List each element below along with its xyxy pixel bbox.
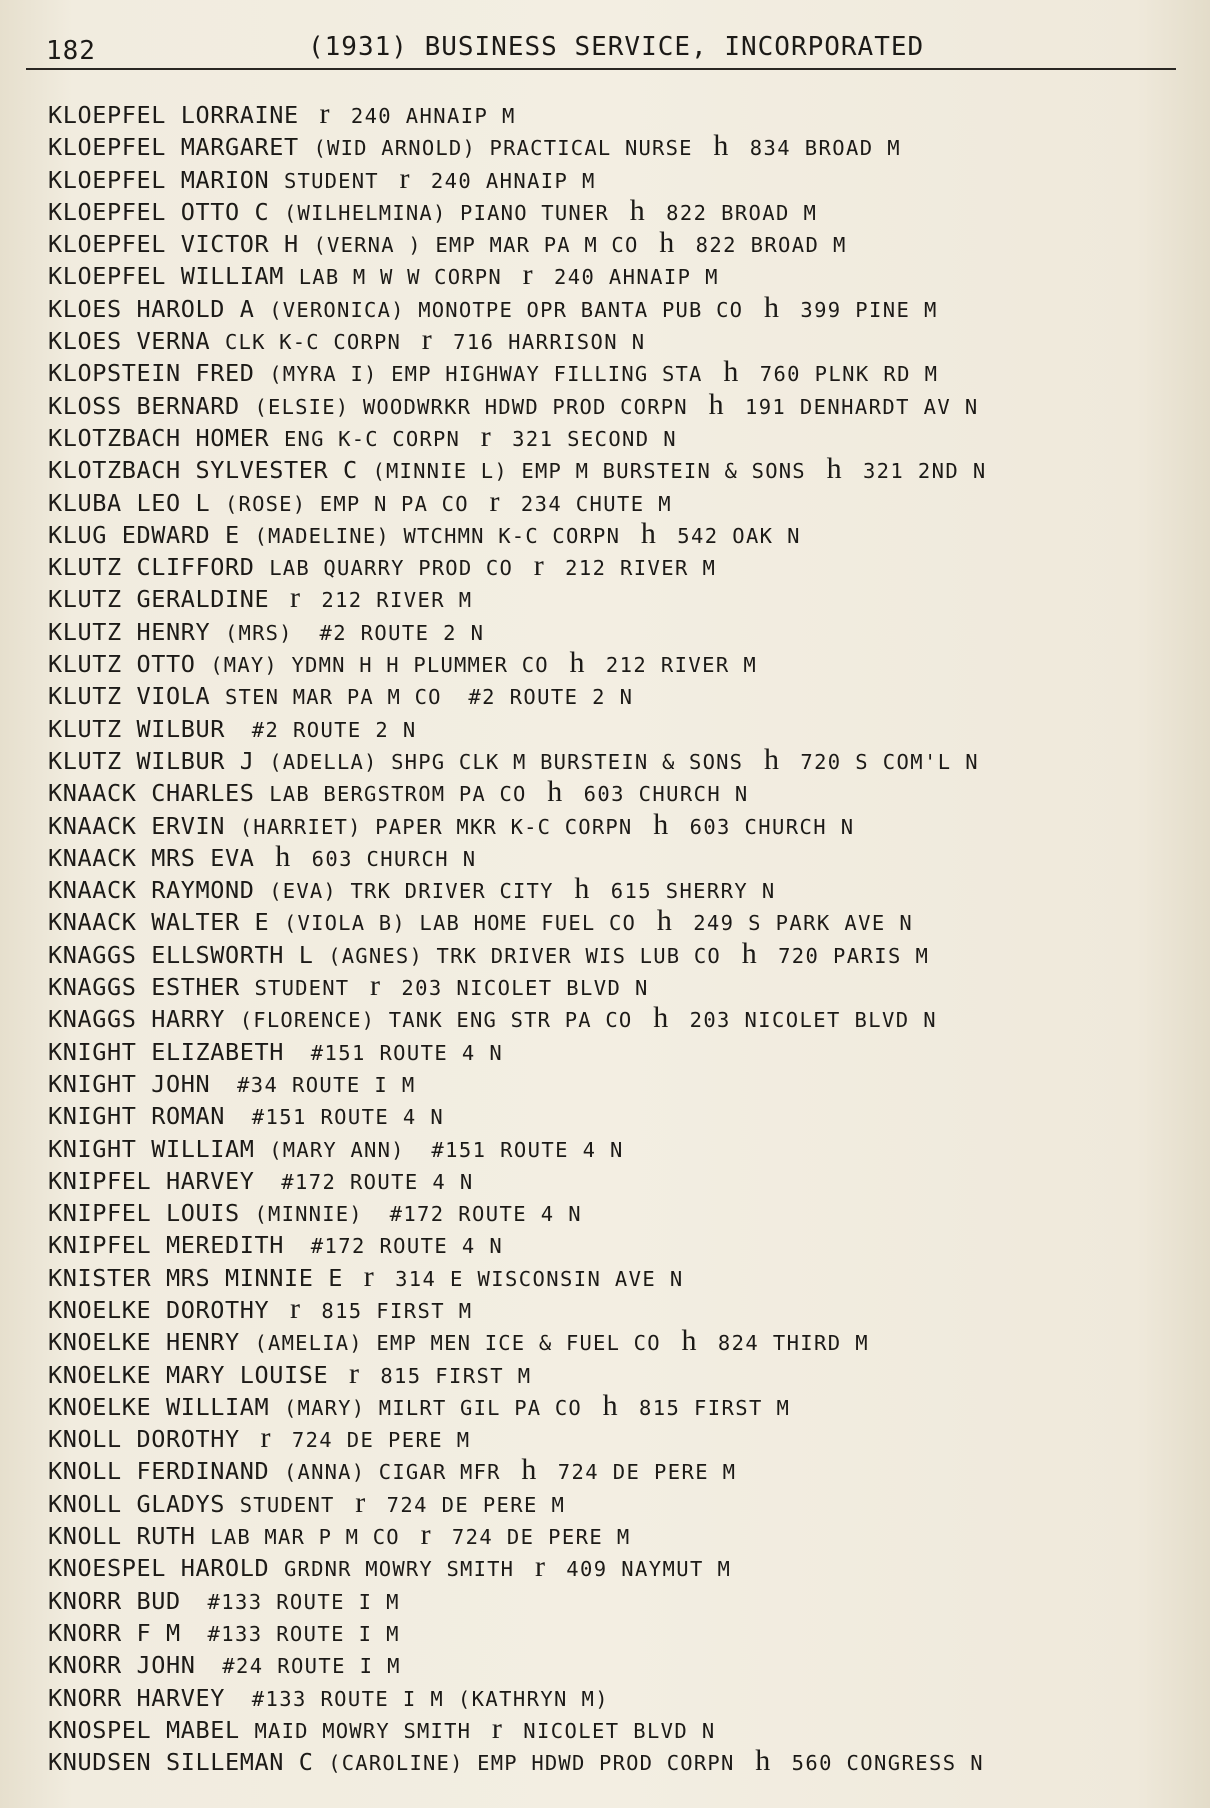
page-header xyxy=(46,28,1176,68)
entry-detail: (EVA) TRK DRIVER CITY xyxy=(269,879,554,904)
entry-address: 212 RIVER M xyxy=(565,556,717,581)
entry-name: KNORR HARVEY xyxy=(48,1683,225,1712)
residence-code: h xyxy=(755,1744,771,1778)
entry-name: KNOELKE HENRY xyxy=(48,1328,240,1357)
directory-entry xyxy=(48,324,1188,356)
residence-code: r xyxy=(370,969,381,1003)
entry-detail: (ADELLA) SHPG CLK M BURSTEIN & SONS xyxy=(269,749,744,774)
entry-address: #151 ROUTE 4 N xyxy=(310,1040,504,1065)
directory-entry xyxy=(48,1132,1188,1164)
entry-address: #133 ROUTE I M xyxy=(207,1621,400,1646)
residence-code: r xyxy=(533,549,545,583)
residence-code: h xyxy=(741,936,758,970)
residence-code: h xyxy=(574,872,590,906)
directory-entry xyxy=(48,1390,1188,1422)
entry-address: 560 CONGRESS N xyxy=(791,1751,984,1776)
residence-code: h xyxy=(713,129,730,163)
entry-detail: STUDENT xyxy=(254,976,350,1001)
directory-entry xyxy=(48,1551,1188,1583)
entry-name: KNORR F M xyxy=(48,1618,181,1647)
entry-address: #172 ROUTE 4 N xyxy=(281,1169,474,1194)
residence-code: r xyxy=(289,581,301,615)
directory-entry xyxy=(48,98,1188,130)
residence-code: r xyxy=(534,1550,546,1584)
residence-code: r xyxy=(348,1356,360,1390)
entry-detail: (MINNIE L) EMP M BURSTEIN & SONS xyxy=(372,459,806,484)
residence-code: h xyxy=(656,904,673,938)
entry-name: KNAACK MRS EVA xyxy=(48,843,255,872)
entry-address: #24 ROUTE I M xyxy=(222,1654,401,1679)
directory-entry xyxy=(48,809,1188,841)
entry-name: KNIPFEL LOUIS xyxy=(48,1199,240,1228)
entry-name: KNOELKE MARY LOUISE xyxy=(48,1360,329,1389)
entry-detail: STUDENT xyxy=(239,1492,335,1517)
entry-address: NICOLET BLVD N xyxy=(523,1718,716,1743)
directory-entry xyxy=(48,905,1188,937)
entry-detail: (WID ARNOLD) PRACTICAL NURSE xyxy=(313,136,693,161)
directory-entry xyxy=(48,1035,1188,1067)
entry-name: KLOES VERNA xyxy=(48,327,211,356)
entry-address: 724 DE PERE M xyxy=(557,1460,737,1485)
entry-name: KNOESPEL HAROLD xyxy=(48,1554,270,1583)
directory-entry xyxy=(48,292,1188,324)
directory-entry xyxy=(48,486,1188,518)
residence-code: h xyxy=(653,1001,669,1035)
residence-code: r xyxy=(522,258,534,292)
entry-address: 321 2ND N xyxy=(862,459,987,484)
entry-address: 212 RIVER M xyxy=(605,653,758,678)
entry-name: KLUTZ WILBUR J xyxy=(48,746,255,775)
header-rule xyxy=(26,68,1176,70)
entry-name: KNOLL GLADYS xyxy=(48,1489,225,1518)
entry-name: KLOEPFEL MARGARET xyxy=(48,133,299,162)
entry-address: 834 BROAD M xyxy=(749,136,901,161)
directory-entry xyxy=(48,1519,1188,1551)
directory-list xyxy=(48,98,1188,1777)
residence-code: r xyxy=(420,1518,432,1552)
residence-code: h xyxy=(521,1453,538,1487)
entry-name: KNAGGS HARRY xyxy=(48,1005,225,1034)
residence-code: r xyxy=(421,323,433,357)
entry-name: KNOELKE WILLIAM xyxy=(48,1392,270,1421)
directory-entry xyxy=(48,1454,1188,1486)
entry-name: KNOELKE DOROTHY xyxy=(48,1295,270,1324)
residence-code: h xyxy=(547,775,563,809)
entry-address: #172 ROUTE 4 N xyxy=(310,1234,504,1259)
entry-address: 760 PLNK RD M xyxy=(759,362,939,387)
directory-entry xyxy=(48,356,1188,388)
entry-address: #2 ROUTE 2 N xyxy=(251,717,417,742)
entry-address: 249 S PARK AVE N xyxy=(693,911,914,936)
residence-code: h xyxy=(659,226,675,260)
entry-address: 724 DE PERE M xyxy=(386,1492,566,1517)
directory-entry xyxy=(48,712,1188,744)
entry-name: KNAACK CHARLES xyxy=(48,779,255,808)
entry-name: KNIGHT WILLIAM xyxy=(48,1134,255,1163)
entry-name: KLOES HAROLD A xyxy=(48,294,255,323)
entry-name: KNAACK RAYMOND xyxy=(48,876,255,905)
entry-address: 240 AHNAIP M xyxy=(350,104,516,128)
entry-detail: (FLORENCE) TANK ENG STR PA CO xyxy=(239,1008,633,1033)
entry-detail: (AGNES) TRK DRIVER WIS LUB CO xyxy=(328,943,721,968)
entry-address: 399 PINE M xyxy=(800,297,938,322)
entry-name: KLUTZ WILBUR xyxy=(48,714,225,743)
entry-name: KLUTZ GERALDINE xyxy=(48,585,270,614)
residence-code: h xyxy=(763,290,780,324)
directory-entry xyxy=(48,163,1188,195)
entry-address: 542 OAK N xyxy=(677,523,801,548)
directory-entry xyxy=(48,679,1188,711)
residence-code: h xyxy=(569,646,586,680)
directory-entry xyxy=(48,453,1188,485)
directory-entry xyxy=(48,1681,1188,1713)
entry-name: KNIGHT ELIZABETH xyxy=(48,1037,284,1066)
entry-address: 212 RIVER M xyxy=(321,588,473,613)
entry-detail: (CAROLINE) EMP HDWD PROD CORPN xyxy=(328,1751,735,1776)
entry-address: 409 NAYMUT M xyxy=(566,1557,732,1582)
entry-name: KLUTZ VIOLA xyxy=(48,682,211,711)
entry-name: KNIPFEL HARVEY xyxy=(48,1166,255,1195)
entry-name: KLUBA LEO L xyxy=(48,488,211,517)
entry-name: KNIGHT ROMAN xyxy=(48,1102,225,1131)
entry-address: #172 ROUTE 4 N xyxy=(389,1202,582,1227)
directory-entry xyxy=(48,873,1188,905)
directory-entry xyxy=(48,1002,1188,1034)
residence-code: r xyxy=(289,1291,301,1325)
entry-address: 720 S COM'L N xyxy=(800,749,979,774)
entry-name: KNORR BUD xyxy=(48,1586,181,1615)
directory-entry xyxy=(48,1228,1188,1260)
entry-name: KLOPSTEIN FRED xyxy=(48,359,255,388)
entry-name: KLOEPFEL MARION xyxy=(48,165,270,194)
directory-entry xyxy=(48,227,1188,259)
entry-detail: STEN MAR PA M CO xyxy=(224,685,442,710)
entry-address: 815 FIRST M xyxy=(639,1395,791,1420)
directory-entry xyxy=(48,1293,1188,1325)
directory-entry xyxy=(48,938,1188,970)
entry-detail: (VERONICA) MONOTPE OPR BANTA PUB CO xyxy=(269,297,744,322)
entry-address: 240 AHNAIP M xyxy=(430,168,596,193)
entry-detail: LAB M W W CORPN xyxy=(298,265,502,290)
entry-name: KLUTZ HENRY xyxy=(48,617,211,646)
entry-name: KLOEPFEL LORRAINE xyxy=(48,101,299,129)
entry-detail: (VERNA ) EMP MAR PA M CO xyxy=(313,233,639,258)
entry-name: KNOLL DOROTHY xyxy=(48,1425,240,1454)
directory-entry xyxy=(48,1099,1188,1131)
entry-detail: GRDNR MOWRY SMITH xyxy=(283,1557,515,1582)
entry-name: KLOTZBACH SYLVESTER C xyxy=(48,456,358,485)
residence-code: h xyxy=(826,452,843,486)
entry-detail: MAID MOWRY SMITH xyxy=(254,1718,472,1743)
directory-entry xyxy=(48,1745,1188,1777)
entry-detail: (WILHELMINA) PIANO TUNER xyxy=(283,200,609,225)
entry-detail: (MRS) xyxy=(224,620,293,645)
entry-name: KNAACK ERVIN xyxy=(48,811,225,840)
entry-address: 603 CHURCH N xyxy=(311,846,477,871)
entry-name: KNIPFEL MEREDITH xyxy=(48,1231,284,1260)
page-number: 182 xyxy=(46,36,96,66)
entry-detail: (AMELIA) EMP MEN ICE & FUEL CO xyxy=(254,1331,661,1356)
entry-address: 615 SHERRY N xyxy=(610,879,776,904)
directory-entry xyxy=(48,1067,1188,1099)
directory-entry xyxy=(48,1422,1188,1454)
directory-entry xyxy=(48,130,1188,162)
residence-code: h xyxy=(763,742,780,776)
entry-detail: (ROSE) EMP N PA CO xyxy=(224,491,469,516)
directory-entry xyxy=(48,518,1188,550)
entry-address: #133 ROUTE I M (KATHRYN M) xyxy=(251,1686,610,1711)
directory-entry xyxy=(48,841,1188,873)
residence-code: r xyxy=(491,1711,503,1745)
entry-name: KNAGGS ELLSWORTH L xyxy=(48,940,314,969)
entry-address: 203 NICOLET BLVD N xyxy=(401,976,649,1001)
residence-code: h xyxy=(723,355,739,389)
entry-name: KNISTER MRS MINNIE E xyxy=(48,1263,343,1292)
residence-code: h xyxy=(708,387,725,421)
directory-entry xyxy=(48,550,1188,582)
entry-detail: (HARRIET) PAPER MKR K-C CORPN xyxy=(239,814,633,839)
directory-entry xyxy=(48,421,1188,453)
directory-entry xyxy=(48,744,1188,776)
entry-address: 815 FIRST M xyxy=(380,1363,532,1388)
directory-entry xyxy=(48,1325,1188,1357)
entry-address: 824 THIRD M xyxy=(717,1331,870,1356)
entry-detail: (MARY) MILRT GIL PA CO xyxy=(283,1395,582,1420)
entry-name: KLOEPFEL WILLIAM xyxy=(48,262,284,291)
residence-code: r xyxy=(355,1485,366,1519)
entry-address: 603 CHURCH N xyxy=(689,814,855,839)
directory-entry xyxy=(48,1261,1188,1293)
residence-code: r xyxy=(363,1259,375,1293)
directory-entry xyxy=(48,1713,1188,1745)
entry-address: 240 AHNAIP M xyxy=(553,265,719,290)
residence-code: h xyxy=(681,1324,698,1358)
entry-address: 822 BROAD M xyxy=(695,233,847,258)
entry-detail: (MARY ANN) xyxy=(269,1137,405,1162)
directory-entry xyxy=(48,1616,1188,1648)
directory-entry xyxy=(48,259,1188,291)
directory-entry xyxy=(48,1164,1188,1196)
directory-entry xyxy=(48,1584,1188,1616)
entry-name: KLOEPFEL OTTO C xyxy=(48,197,270,226)
entry-detail: (MYRA I) EMP HIGHWAY FILLING STA xyxy=(269,362,703,387)
entry-detail: (MADELINE) WTCHMN K-C CORPN xyxy=(254,523,621,548)
entry-address: 321 SECOND N xyxy=(512,426,678,451)
entry-address: 716 HARRISON N xyxy=(453,330,646,355)
entry-name: KLOTZBACH HOMER xyxy=(48,423,270,452)
directory-entry xyxy=(48,1196,1188,1228)
residence-code: h xyxy=(629,193,646,227)
residence-code: r xyxy=(260,1421,272,1455)
entry-address: #2 ROUTE 2 N xyxy=(468,685,634,710)
entry-address: 822 BROAD M xyxy=(666,200,818,225)
directory-entry xyxy=(48,615,1188,647)
directory-entry xyxy=(48,195,1188,227)
entry-detail: STUDENT xyxy=(283,168,379,193)
directory-entry xyxy=(48,970,1188,1002)
entry-name: KLOEPFEL VICTOR H xyxy=(48,230,299,259)
entry-detail: LAB BERGSTROM PA CO xyxy=(269,782,527,807)
residence-code: r xyxy=(319,97,331,130)
entry-detail: (ANNA) CIGAR MFR xyxy=(283,1460,501,1485)
entry-address: #133 ROUTE I M xyxy=(207,1589,400,1614)
residence-code: h xyxy=(275,839,291,873)
directory-entry xyxy=(48,647,1188,679)
directory-entry xyxy=(48,776,1188,808)
entry-address: 603 CHURCH N xyxy=(583,782,749,807)
entry-address: #151 ROUTE 4 N xyxy=(251,1105,445,1130)
entry-address: #151 ROUTE 4 N xyxy=(431,1137,624,1162)
directory-entry xyxy=(48,389,1188,421)
directory-entry xyxy=(48,1487,1188,1519)
directory-entry xyxy=(48,1358,1188,1390)
entry-address: 724 DE PERE M xyxy=(451,1525,631,1550)
entry-name: KLUG EDWARD E xyxy=(48,520,240,549)
entry-name: KNOLL RUTH xyxy=(48,1522,196,1551)
entry-name: KNAACK WALTER E xyxy=(48,908,270,937)
entry-address: 234 CHUTE M xyxy=(520,491,673,516)
residence-code: r xyxy=(489,484,501,518)
entry-detail: CLK K-C CORPN xyxy=(224,330,402,355)
entry-detail: (MINNIE) xyxy=(254,1202,363,1227)
directory-entry xyxy=(48,1648,1188,1680)
residence-code: r xyxy=(399,161,411,195)
entry-address: 815 FIRST M xyxy=(321,1298,473,1323)
entry-detail: (ELSIE) WOODWRKR HDWD PROD CORPN xyxy=(254,394,688,419)
entry-name: KLOSS BERNARD xyxy=(48,391,240,420)
residence-code: h xyxy=(640,516,657,550)
entry-name: KNIGHT JOHN xyxy=(48,1069,211,1098)
entry-address: 203 NICOLET BLVD N xyxy=(689,1008,937,1033)
entry-address: 314 E WISCONSIN AVE N xyxy=(395,1266,684,1291)
entry-address: 724 DE PERE M xyxy=(291,1428,471,1453)
entry-detail: (VIOLA B) LAB HOME FUEL CO xyxy=(283,911,637,936)
running-head: (1931) BUSINESS SERVICE, INCORPORATED xyxy=(308,32,925,62)
entry-address: 191 DENHARDT AV N xyxy=(744,394,979,419)
directory-entry xyxy=(48,582,1188,614)
entry-name: KNAGGS ESTHER xyxy=(48,973,240,1002)
entry-name: KNORR JOHN xyxy=(48,1651,196,1680)
residence-code: r xyxy=(480,419,492,453)
entry-address: #34 ROUTE I M xyxy=(236,1072,416,1097)
residence-code: h xyxy=(602,1388,619,1422)
entry-name: KNUDSEN SILLEMAN C xyxy=(48,1748,314,1777)
entry-detail: LAB MAR P M CO xyxy=(210,1525,400,1550)
entry-detail: LAB QUARRY PROD CO xyxy=(269,556,513,581)
entry-address: #2 ROUTE 2 N xyxy=(319,620,485,645)
entry-detail: ENG K-C CORPN xyxy=(283,426,461,451)
entry-address: 720 PARIS M xyxy=(778,943,930,968)
residence-code: h xyxy=(653,807,669,841)
entry-detail: (MAY) YDMN H H PLUMMER CO xyxy=(210,653,549,678)
entry-name: KNOSPEL MABEL xyxy=(48,1715,240,1744)
entry-name: KLUTZ CLIFFORD xyxy=(48,553,255,582)
entry-name: KLUTZ OTTO xyxy=(48,650,196,679)
entry-name: KNOLL FERDINAND xyxy=(48,1457,270,1486)
